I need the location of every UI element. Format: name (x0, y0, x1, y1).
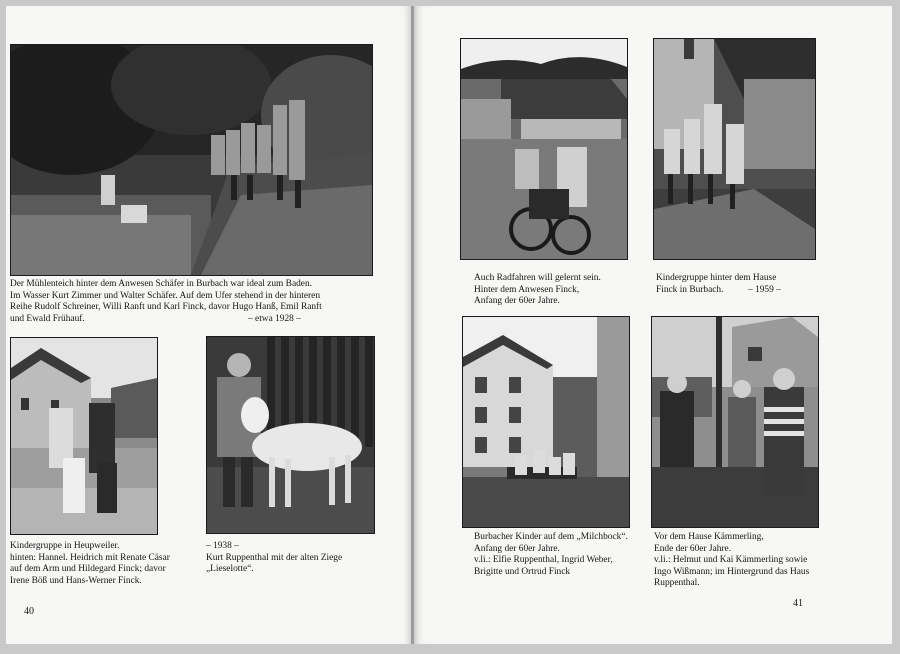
photo-ziege-lieselotte (206, 336, 375, 534)
caption-muehlenteich-date: – etwa 1928 – (248, 314, 301, 324)
caption-ziege: – 1938 – Kurt Ruppenthal mit der alten Ziege „Lieselotte“. (206, 541, 343, 575)
photo-radfahren (460, 38, 628, 260)
photo-milchbock (462, 316, 630, 528)
caption-radfahren: Auch Radfahren will gelernt sein. Hinter dem Anwesen Finck, Anfang der 60er Jahre. (474, 273, 601, 307)
caption-milchbock: Burbacher Kinder auf dem „Milchbock“. Anfang der 60er Jahre. v.li.: Elfie Ruppenthal, Ingrid Weber, Brigitte und Ortrud Finck (474, 532, 628, 577)
caption-muehlenteich: Der Mühlenteich hinter dem Anwesen Schäfer in Burbach war ideal zum Baden. Im Wasser Kurt Zimmer und Walter Schäfer. Auf dem Ufer stehend in der hinteren Reihe Rudolf Schreiner, Willi Ranft und Karl Finck, davor Hugo Hanß, Emil Ranft und Ewald Frühauf. (10, 279, 322, 324)
photo-kaemmerling (651, 316, 819, 528)
caption-kindergruppe-date: – 1959 – (748, 285, 781, 295)
caption-kindergruppe-finck: Kindergruppe hinter dem Hause Finck in Burbach. (656, 273, 777, 295)
page-number-right: 41 (793, 598, 803, 609)
photo-kindergruppe-finck (653, 38, 816, 260)
photo-muehlenteich (10, 44, 373, 276)
caption-heupweiler: Kindergruppe in Heupweiler. hinten: Hannel. Heidrich mit Renate Cäsar auf dem Arm und Hildegard Finck; davor Irene Böß und Hans-Werner Finck. (10, 541, 170, 586)
page-number-left: 40 (24, 606, 34, 617)
photo-heupweiler (10, 337, 158, 535)
caption-kaemmerling: Vor dem Hause Kämmerling, Ende der 60er Jahre. v.li.: Helmut und Kai Kämmerling sowie Ingo Wißmann; im Hintergrund das Haus Ruppenthal. (654, 532, 810, 589)
